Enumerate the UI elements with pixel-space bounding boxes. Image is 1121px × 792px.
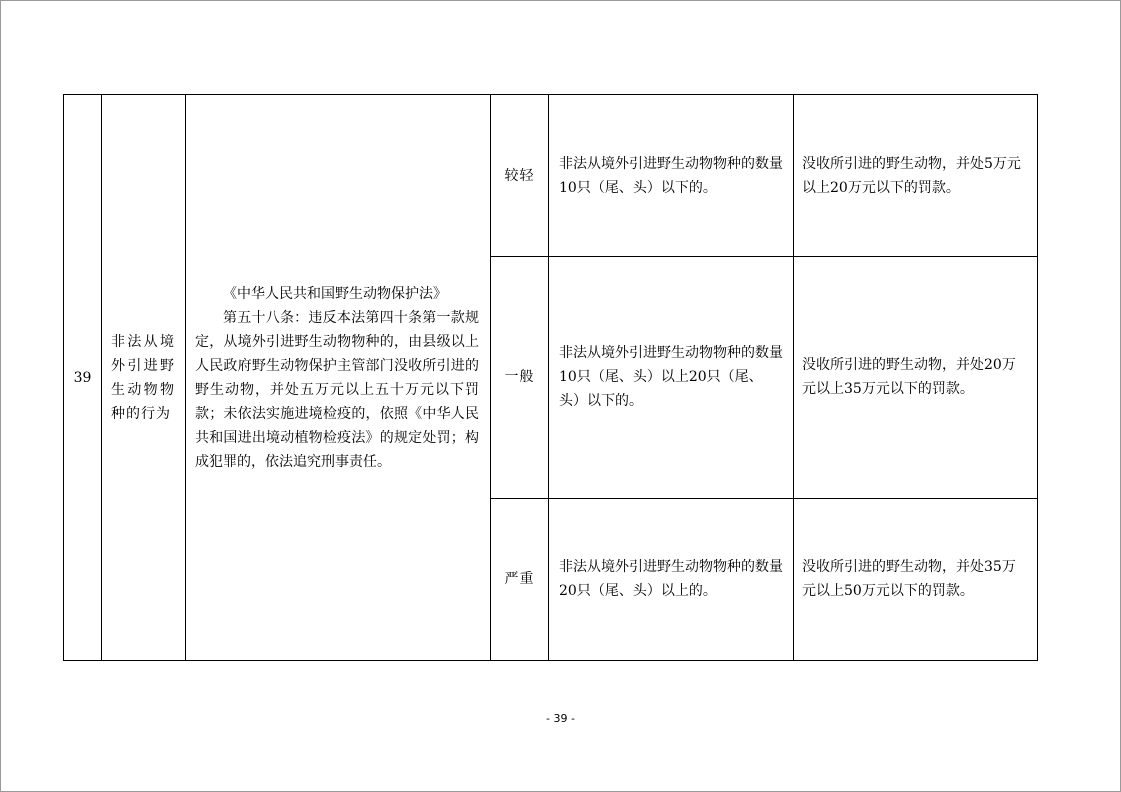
penalty-standard: 没收所引进的野生动物，并处5万元以上20万元以下的罚款。 xyxy=(794,95,1038,257)
violation-behavior: 非法从境外引进野生动物物种的行为 xyxy=(102,95,186,661)
violation-circumstance: 非法从境外引进野生动物物种的数量20只（尾、头）以上的。 xyxy=(549,498,794,660)
penalty-standard: 没收所引进的野生动物，并处35万元以上50万元以下的罚款。 xyxy=(794,498,1038,660)
table-row xyxy=(64,95,1038,257)
severity-level: 一般 xyxy=(491,257,549,499)
severity-level: 严重 xyxy=(491,498,549,660)
violation-circumstance: 非法从境外引进野生动物物种的数量10只（尾、头）以上20只（尾、头）以下的。 xyxy=(549,257,794,499)
legal-basis xyxy=(186,95,491,661)
penalty-standard: 没收所引进的野生动物，并处20万元以上35万元以下的罚款。 xyxy=(794,257,1038,499)
severity-level: 较轻 xyxy=(491,95,549,257)
penalty-standards-table xyxy=(63,94,1038,661)
violation-circumstance: 非法从境外引进野生动物物种的数量10只（尾、头）以下的。 xyxy=(549,95,794,257)
page-number: - 39 - xyxy=(546,712,575,725)
law-title: 《中华人民共和国野生动物保护法》 xyxy=(223,285,447,302)
row-number: 39 xyxy=(64,95,102,661)
law-article: 第五十八条：违反本法第四十条第一款规定，从境外引进野生动物物种的，由县级以上人民政府野生动物保护主管部门没收所引进的野生动物，并处五万元以上五十万元以下罚款；未依法实施进境检疫的，依照《中华人民共和国进出境动植物检疫法》的规定处罚；构成犯罪的，依法追究刑事责任。 xyxy=(195,309,479,470)
